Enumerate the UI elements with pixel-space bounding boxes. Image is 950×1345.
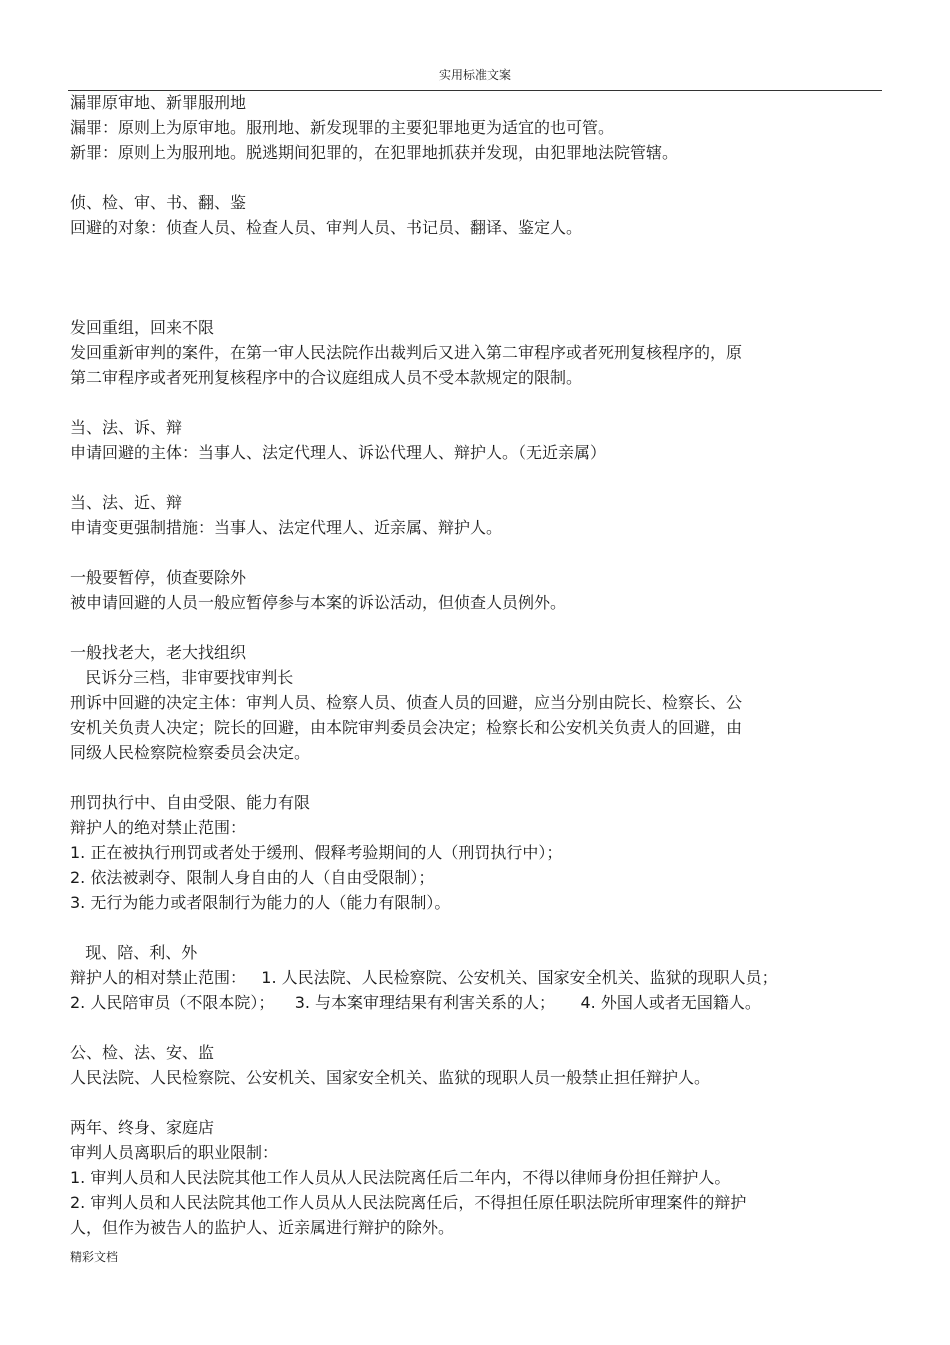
section-heading: 漏罪原审地、新罪服刑地 [70, 93, 247, 112]
spacer [70, 390, 880, 415]
section-line: 申请变更强制措施：当事人、法定代理人、近亲属、辩护人。 [70, 518, 503, 537]
section-heading: 一般要暂停，侦查要除外 [70, 568, 247, 587]
section-line: 2. 人民陪审员（不限本院）； 3. 与本案审理结果有利害关系的人； 4. 外国人或者无国籍人。 [70, 993, 761, 1012]
section-heading: 当、法、近、辩 [70, 493, 183, 512]
spacer [70, 1090, 880, 1115]
section-line: 2. 审判人员和人民法院其他工作人员从人民法院离任后，不得担任原任职法院所审理案件的辩护 [70, 1193, 747, 1212]
section-line: 新罪：原则上为服刑地。脱逃期间犯罪的，在犯罪地抓获并发现，由犯罪地法院管辖。 [70, 143, 679, 162]
section-heading: 发回重组，回来不限 [70, 318, 215, 337]
section-line: 1. 正在被执行刑罚或者处于缓刑、假释考验期间的人（刑罚执行中）； [70, 843, 563, 862]
section-heading: 现、陪、利、外 [70, 943, 198, 962]
section-line: 申请回避的主体：当事人、法定代理人、诉讼代理人、辩护人。（无近亲属） [70, 443, 607, 462]
spacer [70, 165, 880, 190]
spacer [70, 1015, 880, 1040]
section-line: 3. 无行为能力或者限制行为能力的人（能力有限制）。 [70, 893, 451, 912]
page-footer-text: 精彩文档 [70, 1250, 119, 1264]
section-line: 2. 依法被剥夺、限制人身自由的人（自由受限制）； [70, 868, 435, 887]
section-line: 发回重新审判的案件，在第一审人民法院作出裁判后又进入第二审程序或者死刑复核程序的，原 [70, 343, 743, 362]
section-line: 民诉分三档，非审要找审判长 [70, 668, 294, 687]
section-line: 1. 审判人员和人民法院其他工作人员从人民法院离任后二年内，不得以律师身份担任辩护人。 [70, 1168, 731, 1187]
spacer [70, 615, 880, 640]
section-line: 第二审程序或者死刑复核程序中的合议庭组成人员不受本款规定的限制。 [70, 368, 583, 387]
section-heading: 两年、终身、家庭店 [70, 1118, 215, 1137]
section-line: 漏罪：原则上为原审地。服刑地、新发现罪的主要犯罪地更为适宜的也可管。 [70, 118, 615, 137]
document-body [70, 90, 880, 1240]
section-line: 人，但作为被告人的监护人、近亲属进行辩护的除外。 [70, 1218, 455, 1237]
spacer [70, 240, 880, 315]
section-line: 安机关负责人决定；院长的回避，由本院审判委员会决定；检察长和公安机关负责人的回避，由 [70, 718, 743, 737]
section-line: 同级人民检察院检察委员会决定。 [70, 743, 311, 762]
spacer [70, 465, 880, 490]
section-heading: 一般找老大，老大找组织 [70, 643, 247, 662]
spacer [70, 765, 880, 790]
section-line: 刑诉中回避的决定主体：审判人员、检察人员、侦查人员的回避，应当分别由院长、检察长、公 [70, 693, 743, 712]
section-heading: 当、法、诉、辩 [70, 418, 183, 437]
section-heading: 刑罚执行中、自由受限、能力有限 [70, 793, 311, 812]
section-line: 回避的对象：侦查人员、检查人员、审判人员、书记员、翻译、鉴定人。 [70, 218, 583, 237]
page-header-title: 实用标准文案 [438, 68, 511, 82]
section-line: 人民法院、人民检察院、公安机关、国家安全机关、监狱的现职人员一般禁止担任辩护人。 [70, 1068, 711, 1087]
spacer [70, 540, 880, 565]
section-line: 辩护人的相对禁止范围： 1. 人民法院、人民检察院、公安机关、国家安全机关、监狱的现职人员； [70, 968, 778, 987]
spacer [70, 915, 880, 940]
section-heading: 侦、检、审、书、翻、鉴 [70, 193, 247, 212]
section-line: 被申请回避的人员一般应暂停参与本案的诉讼活动，但侦查人员例外。 [70, 593, 567, 612]
section-heading: 公、检、法、安、监 [70, 1043, 215, 1062]
section-line: 审判人员离职后的职业限制： [70, 1143, 279, 1162]
section-line: 辩护人的绝对禁止范围： [70, 818, 247, 837]
